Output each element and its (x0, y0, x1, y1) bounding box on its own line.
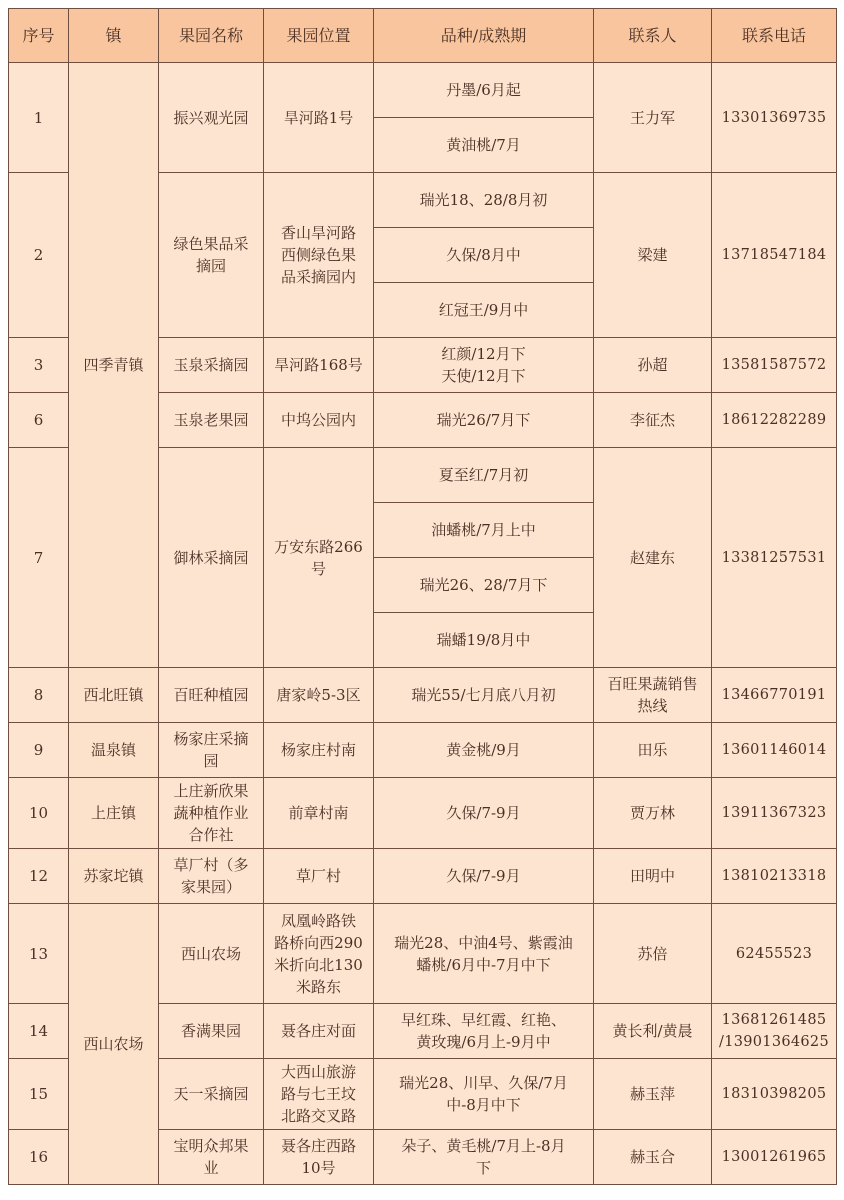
cell-location: 聂各庄对面 (264, 1004, 374, 1059)
cell-variety: 夏至红/7月初 (374, 448, 594, 503)
cell-town: 温泉镇 (69, 723, 159, 778)
cell-location: 杨家庄村南 (264, 723, 374, 778)
header-town: 镇 (69, 9, 159, 63)
cell-variety: 黄油桃/7月 (374, 118, 594, 173)
table-row (9, 849, 837, 904)
table-row (9, 63, 837, 118)
header-orchard-name: 果园名称 (159, 9, 264, 63)
cell-town: 上庄镇 (69, 778, 159, 849)
cell-contact: 孙超 (594, 338, 712, 393)
table-row (9, 778, 837, 849)
cell-orchard-name: 香满果园 (159, 1004, 264, 1059)
cell-location: 香山旱河路 西侧绿色果 品采摘园内 (264, 173, 374, 338)
cell-variety: 瑞光26、28/7月下 (374, 558, 594, 613)
cell-no: 12 (9, 849, 69, 904)
cell-variety: 瑞光28、中油4号、紫霞油 蟠桃/6月中-7月中下 (374, 904, 594, 1004)
cell-variety: 瑞光55/七月底八月初 (374, 668, 594, 723)
cell-no: 9 (9, 723, 69, 778)
cell-location: 前章村南 (264, 778, 374, 849)
cell-no: 13 (9, 904, 69, 1004)
cell-variety: 黄金桃/9月 (374, 723, 594, 778)
cell-no: 6 (9, 393, 69, 448)
cell-orchard-name: 杨家庄采摘 园 (159, 723, 264, 778)
cell-town: 四季青镇 (69, 63, 159, 668)
cell-town: 西北旺镇 (69, 668, 159, 723)
table-row (9, 723, 837, 778)
cell-orchard-name: 玉泉采摘园 (159, 338, 264, 393)
cell-location: 唐家岭5-3区 (264, 668, 374, 723)
cell-phone: 13581587572 (712, 338, 837, 393)
cell-contact: 赫玉合 (594, 1130, 712, 1185)
cell-location: 万安东路266 号 (264, 448, 374, 668)
cell-contact: 贾万林 (594, 778, 712, 849)
cell-orchard-name: 绿色果品采 摘园 (159, 173, 264, 338)
cell-orchard-name: 玉泉老果园 (159, 393, 264, 448)
cell-variety: 丹墨/6月起 (374, 63, 594, 118)
cell-contact: 赵建东 (594, 448, 712, 668)
cell-no: 10 (9, 778, 69, 849)
cell-phone: 13718547184 (712, 173, 837, 338)
cell-phone: 13810213318 (712, 849, 837, 904)
cell-no: 14 (9, 1004, 69, 1059)
header-no: 序号 (9, 9, 69, 63)
cell-contact: 田明中 (594, 849, 712, 904)
cell-contact: 田乐 (594, 723, 712, 778)
cell-phone: 13466770191 (712, 668, 837, 723)
cell-contact: 梁建 (594, 173, 712, 338)
cell-variety: 久保/7-9月 (374, 778, 594, 849)
cell-phone: 13001261965 (712, 1130, 837, 1185)
cell-orchard-name: 振兴观光园 (159, 63, 264, 173)
cell-location: 旱河路168号 (264, 338, 374, 393)
cell-phone: 62455523 (712, 904, 837, 1004)
cell-variety: 久保/8月中 (374, 228, 594, 283)
cell-orchard-name: 西山农场 (159, 904, 264, 1004)
cell-contact: 李征杰 (594, 393, 712, 448)
cell-variety: 瑞光18、28/8月初 (374, 173, 594, 228)
cell-orchard-name: 草厂村（多 家果园） (159, 849, 264, 904)
cell-variety: 红颜/12月下 天使/12月下 (374, 338, 594, 393)
cell-contact: 赫玉萍 (594, 1059, 712, 1130)
cell-orchard-name: 上庄新欣果 蔬种植作业 合作社 (159, 778, 264, 849)
orchard-table (8, 8, 837, 1185)
table-row (9, 668, 837, 723)
cell-no: 16 (9, 1130, 69, 1185)
cell-orchard-name: 宝明众邦果 业 (159, 1130, 264, 1185)
cell-contact: 苏倍 (594, 904, 712, 1004)
cell-variety: 瑞光26/7月下 (374, 393, 594, 448)
cell-contact: 黄长利/黄晨 (594, 1004, 712, 1059)
cell-contact: 百旺果蔬销售 热线 (594, 668, 712, 723)
cell-no: 2 (9, 173, 69, 338)
cell-town: 西山农场 (69, 904, 159, 1185)
cell-no: 7 (9, 448, 69, 668)
cell-variety: 早红珠、早红霞、红艳、 黄玫瑰/6月上-9月中 (374, 1004, 594, 1059)
cell-variety: 久保/7-9月 (374, 849, 594, 904)
table-header-row (9, 9, 837, 63)
cell-location: 大西山旅游 路与七王坟 北路交叉路 (264, 1059, 374, 1130)
cell-variety: 红冠王/9月中 (374, 283, 594, 338)
header-variety: 品种/成熟期 (374, 9, 594, 63)
header-phone: 联系电话 (712, 9, 837, 63)
cell-phone: 13911367323 (712, 778, 837, 849)
cell-orchard-name: 天一采摘园 (159, 1059, 264, 1130)
cell-variety: 瑞光28、川早、久保/7月 中-8月中下 (374, 1059, 594, 1130)
cell-location: 草厂村 (264, 849, 374, 904)
cell-no: 8 (9, 668, 69, 723)
cell-no: 15 (9, 1059, 69, 1130)
cell-no: 1 (9, 63, 69, 173)
header-location: 果园位置 (264, 9, 374, 63)
cell-phone: 13301369735 (712, 63, 837, 173)
cell-phone: 18612282289 (712, 393, 837, 448)
cell-location: 聂各庄西路 10号 (264, 1130, 374, 1185)
cell-orchard-name: 百旺种植园 (159, 668, 264, 723)
cell-phone: 13601146014 (712, 723, 837, 778)
cell-phone: 13681261485 /13901364625 (712, 1004, 837, 1059)
header-contact: 联系人 (594, 9, 712, 63)
cell-variety: 油蟠桃/7月上中 (374, 503, 594, 558)
cell-contact: 王力军 (594, 63, 712, 173)
cell-variety: 朵子、黄毛桃/7月上-8月 下 (374, 1130, 594, 1185)
table-row (9, 904, 837, 1004)
cell-location: 旱河路1号 (264, 63, 374, 173)
cell-location: 中坞公园内 (264, 393, 374, 448)
cell-location: 凤凰岭路铁 路桥向西290 米折向北130 米路东 (264, 904, 374, 1004)
cell-phone: 13381257531 (712, 448, 837, 668)
cell-town: 苏家坨镇 (69, 849, 159, 904)
cell-no: 3 (9, 338, 69, 393)
cell-phone: 18310398205 (712, 1059, 837, 1130)
cell-variety: 瑞蟠19/8月中 (374, 613, 594, 668)
cell-orchard-name: 御林采摘园 (159, 448, 264, 668)
